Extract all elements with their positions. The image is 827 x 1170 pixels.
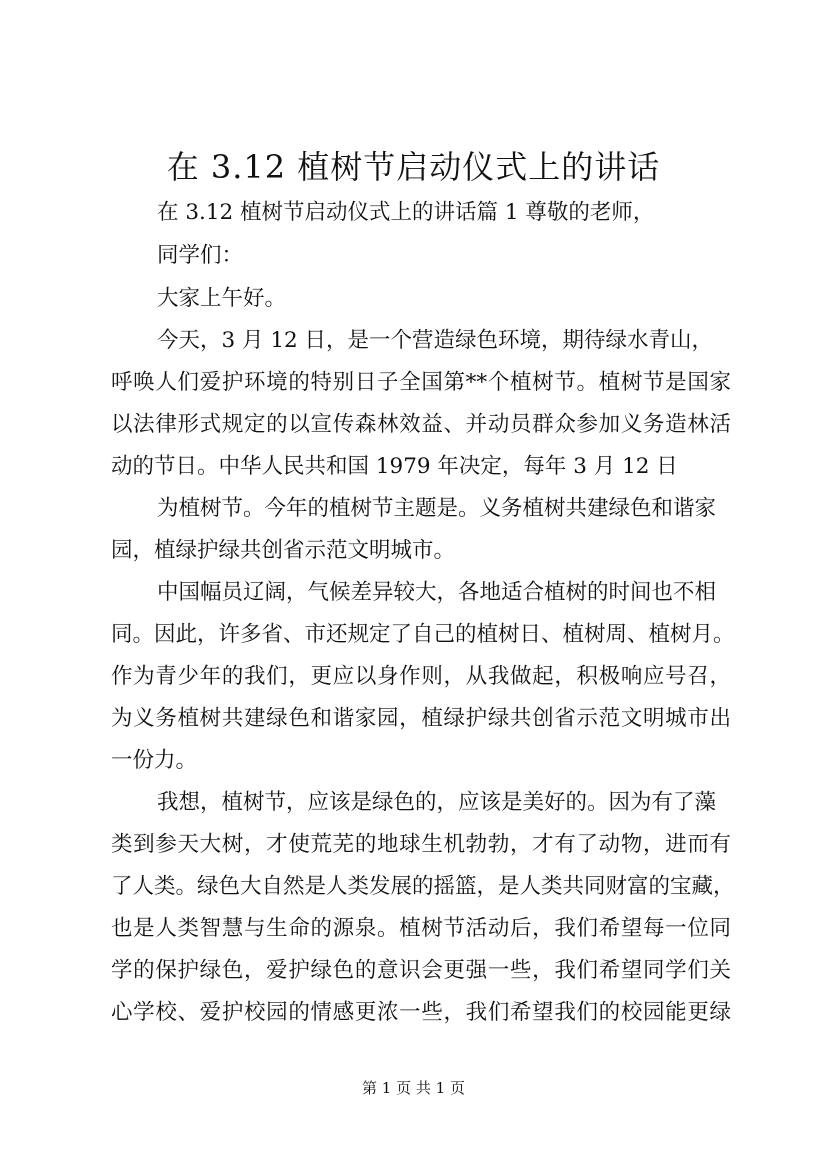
body-line: 园，植绿护绿共创省示范文明城市。	[111, 538, 456, 563]
body-line: 同学们：	[157, 243, 244, 268]
body-line: 一份力。	[111, 748, 198, 773]
body-line: 作为青少年的我们，更应以身作则，从我做起，积极响应号召，	[111, 664, 731, 689]
page-title: 在 3.12 植树节启动仪式上的讲话	[166, 148, 661, 186]
body-line: 大家上午好。	[157, 286, 287, 311]
body-line: 动的节日。中华人民共和国 1979 年决定，每年 3 月 12 日	[111, 454, 678, 479]
body-line: 呼唤人们爱护环境的特别日子全国第**个植树节。植树节是国家	[111, 370, 731, 395]
body-line: 以法律形式规定的以宣传森林效益、并动员群众参加义务造林活	[111, 412, 731, 437]
body-line: 我想，植树节，应该是绿色的，应该是美好的。因为有了藻	[157, 790, 717, 815]
body-line: 在 3.12 植树节启动仪式上的讲话篇 1 尊敬的老师，	[157, 200, 655, 225]
body-line: 为植树节。今年的植树节主题是。义务植树共建绿色和谐家	[157, 496, 717, 521]
body-line: 学的保护绿色，爱护绿色的意识会更强一些，我们希望同学们关	[111, 958, 731, 983]
body-line: 类到参天大树，才使荒芜的地球生机勃勃，才有了动物，进而有	[111, 832, 731, 857]
body-line: 了人类。绿色大自然是人类发展的摇篮，是人类共同财富的宝藏，	[111, 874, 735, 899]
body-line: 中国幅员辽阔，气候差异较大，各地适合植树的时间也不相	[157, 580, 717, 605]
body-line: 同。因此，许多省、市还规定了自己的植树日、植树周、植树月。	[111, 622, 735, 647]
body-line: 今天，3 月 12 日，是一个营造绿色环境，期待绿水青山，	[157, 328, 714, 353]
body-line: 也是人类智慧与生命的源泉。植树节活动后，我们希望每一位同	[111, 916, 731, 941]
page-footer: 第 1 页 共 1 页	[362, 1079, 465, 1097]
body-line: 为义务植树共建绿色和谐家园，植绿护绿共创省示范文明城市出	[111, 706, 731, 731]
body-line: 心学校、爱护校园的情感更浓一些，我们希望我们的校园能更绿	[111, 1000, 731, 1025]
